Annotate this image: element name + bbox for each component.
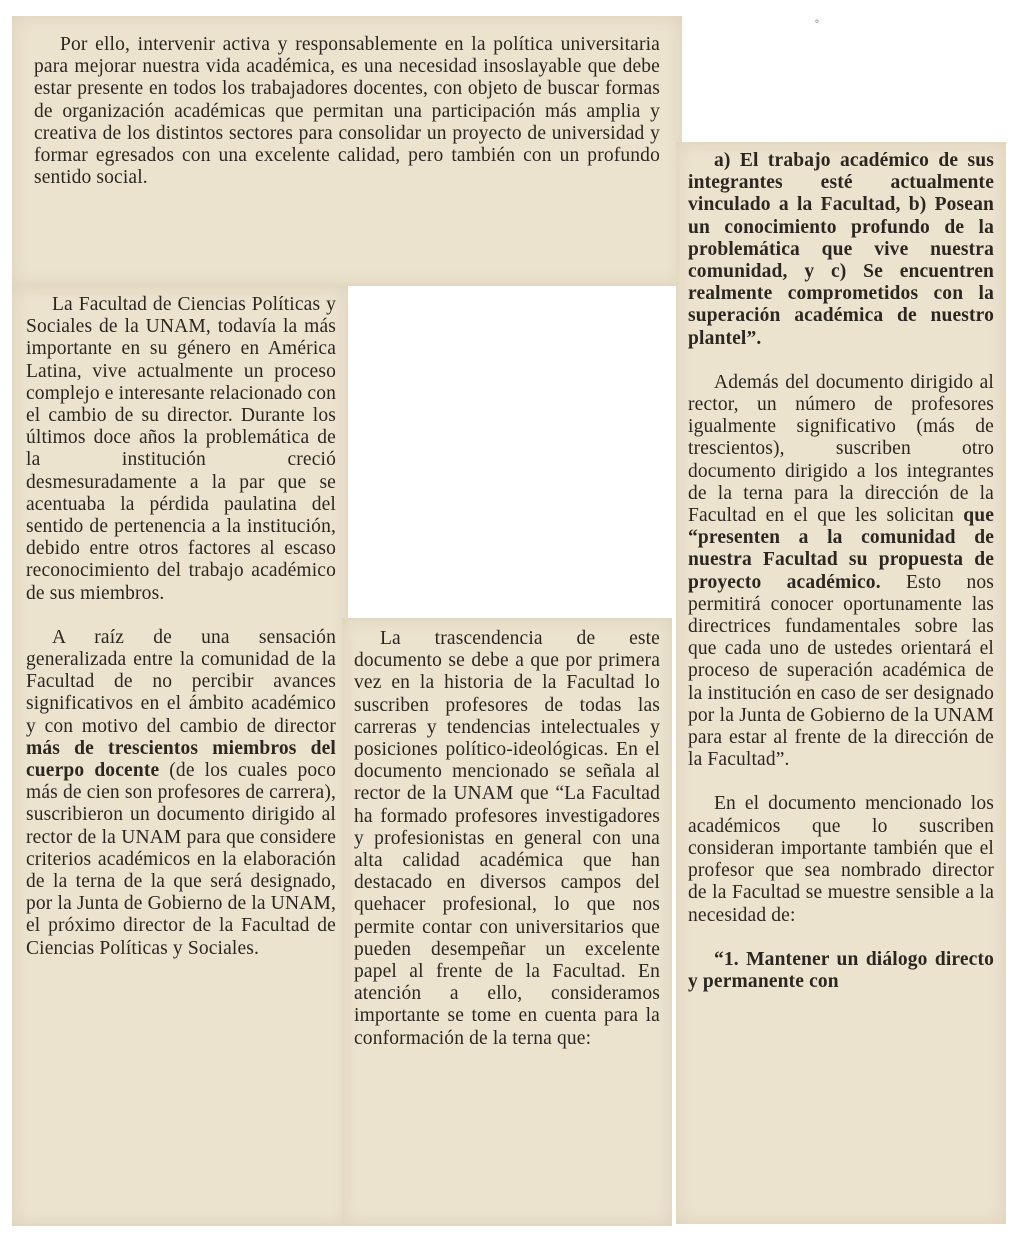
text-run: (de los cuales poco más de cien son profesores de carrera), suscribieron un documento dirigido al rector de la UNAM para que considere criterios académicos en la elaboración de la terna de la que será designado, por la Junta de Gobierno de la UNAM, el próximo director de la Facultad de Ciencias Políticas y Sociales.: [26, 760, 336, 959]
text-run: Esto nos permitirá conocer oportunamente las directrices fundamentales sobre las que cada uno de ustedes orientará el proceso de superación académica de la institución en caso de ser designado por la Junta de Gobierno de la UNAM para estar al frente de la dirección de la Facultad”.: [688, 571, 994, 771]
paragraph: Por ello, intervenir activa y responsablemente en la política universitaria para mejorar nuestra vida académica, es una necesidad insoslayable que debe estar presente en todos los trabajadores docentes, con objeto de buscar formas de organización académicas que permitan una participación más amplia y creativa de los distintos sectores para consolidar un proyecto de universidad y formar egresados con una excelente calidad, pero también con un profundo sentido social.: [34, 34, 660, 189]
paragraph-bold: “1. Mantener un diálogo directo y permanente con: [688, 948, 994, 992]
paragraph: La trascendencia de este documento se debe a que por primera vez en la historia de la Facultad lo suscriben profesores de todas las carreras y tendencias intelectuales y posiciones político-ideológicas. En el documento mencionado se señala al rector de la UNAM que “La Facultad ha formado profesores investigadores y profesionistas en general con una alta calidad académica que han destacado en diversos campos del quehacer profesional, lo que nos permite contar con universitarios que pueden desempeñar un excelente papel al frente de la Facultad. En atención a ello, consideramos importante se tome en cuenta para la conformación de la terna que:: [354, 628, 660, 1049]
clipping-right-column: [676, 142, 1006, 1224]
clipping-top: [12, 16, 682, 286]
bold-text-run: que “presenten a la comunidad de nuestra Facultad su propuesta de proyecto académico.: [688, 505, 994, 593]
paragraph-bold: a) El trabajo académico de sus integrantes esté actualmente vinculado a la Facultad, b) Posean un conocimiento profundo de la problemática que vive nuestra comunidad, y c) Se encuentren realmente comprometidos con la superación académica de nuestro plantel”.: [688, 150, 994, 349]
bold-text-run: más de trescientos miembros del cuerpo docente: [26, 737, 336, 782]
clipping-middle-column: [342, 618, 672, 1226]
paragraph: [26, 627, 336, 960]
paragraph: La Facultad de Ciencias Políticas y Sociales de la UNAM, todavía la más importante en su género en América Latina, vive actualmente un proceso complejo e interesante relacionado con el cambio de su director. Durante los últimos doce años la problemática de la institución creció desmesuradamente a la par que se acentuaba la pérdida paulatina del sentido de pertenencia a la institución, debido entre otros factores al escaso reconocimiento del trabajo académico de sus miembros.: [26, 294, 336, 604]
paragraph: En el documento mencionado los académicos que lo suscriben consideran importante también que el profesor que sea nombrado director de la Facultad se muestre sensible a la necesidad de:: [688, 793, 994, 926]
text-run: A raíz de una sensación generalizada entre la comunidad de la Facultad de no percibir avances significativos en el ámbito académico y con motivo del cambio de director: [26, 626, 336, 737]
paragraph: [688, 372, 994, 772]
text-run: Además del documento dirigido al rector, un número de profesores igualmente significativo (más de trescientos), suscriben otro documento dirigido a los integrantes de la terna para la dirección de la Facultad en el que les solicitan: [688, 371, 994, 527]
clipping-left-column: [12, 286, 348, 1226]
speck-mark: ∘: [814, 14, 820, 28]
